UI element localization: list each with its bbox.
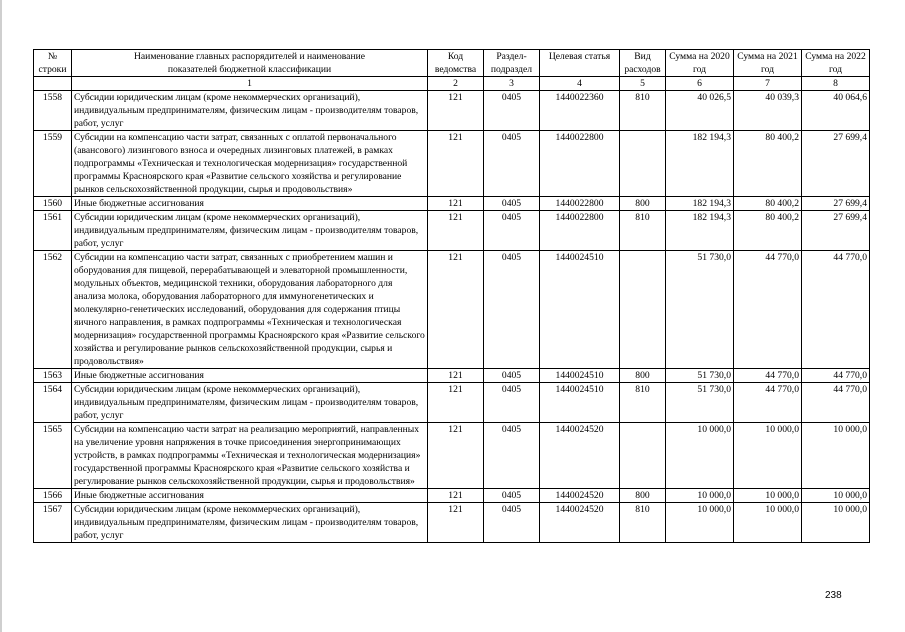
row-name: Субсидии на компенсацию части затрат, связанных с приобретением машин и оборудования для пищевой, перерабатывающей и элеваторной промышленности, модульных объектов, медицинской техники, оборудования лабораторного для анализа молока, оборудования лабораторного для иммуногенетических и молекулярно-генетических исследований, оборудования для содержания птицы яичного направления, в рамках подпрограммы «Техническая и технологическая модернизация» государственной программы Красноярского края «Развитие сельского хозяйства и регулирование рынков сельскохозяйственной продукции, сырья и продовольствия» bbox=[72, 251, 428, 369]
table-row bbox=[34, 423, 870, 489]
row-name: Субсидии юридическим лицам (кроме некоммерческих организаций), индивидуальным предпринимателям, физическим лицам - производителям товаров, работ, услуг bbox=[72, 91, 428, 131]
row-expense-kind bbox=[620, 423, 666, 489]
row-name: Субсидии на компенсацию части затрат на реализацию мероприятий, направленных на увеличение уровня напряжения в точке присоединения энергопринимающих устройств, в рамках подпрограммы «Техническая и технологическая модернизация» государственной программы Красноярского края «Развитие сельского хозяйства и регулирование рынков сельскохозяйственной продукции, сырья и продовольствия» bbox=[72, 423, 428, 489]
row-sum-2021: 80 400,2 bbox=[734, 131, 802, 197]
table-row bbox=[34, 91, 870, 131]
row-section: 0405 bbox=[484, 369, 540, 383]
column-index: 1 bbox=[72, 77, 428, 91]
row-sum-2022: 10 000,0 bbox=[802, 503, 870, 543]
row-sum-2022: 44 770,0 bbox=[802, 383, 870, 423]
row-expense-kind: 810 bbox=[620, 91, 666, 131]
row-section: 0405 bbox=[484, 91, 540, 131]
row-expense-kind bbox=[620, 131, 666, 197]
row-dept-code: 121 bbox=[428, 383, 484, 423]
row-dept-code: 121 bbox=[428, 211, 484, 251]
row-sum-2020: 10 000,0 bbox=[666, 489, 734, 503]
column-index: 3 bbox=[484, 77, 540, 91]
column-index: 7 bbox=[734, 77, 802, 91]
row-dept-code: 121 bbox=[428, 423, 484, 489]
header-sum-2020: Сумма на 2020 год bbox=[666, 50, 734, 77]
row-number: 1564 bbox=[34, 383, 72, 423]
row-target: 1440024510 bbox=[540, 251, 620, 369]
budget-table bbox=[33, 49, 870, 543]
row-name: Субсидии юридическим лицам (кроме некоммерческих организаций), индивидуальным предпринимателям, физическим лицам - производителям товаров, работ, услуг bbox=[72, 503, 428, 543]
row-section: 0405 bbox=[484, 383, 540, 423]
row-sum-2021: 80 400,2 bbox=[734, 211, 802, 251]
row-sum-2021: 10 000,0 bbox=[734, 423, 802, 489]
row-sum-2020: 182 194,3 bbox=[666, 211, 734, 251]
row-sum-2020: 182 194,3 bbox=[666, 197, 734, 211]
row-section: 0405 bbox=[484, 489, 540, 503]
header-section: Раздел-подраздел bbox=[484, 50, 540, 77]
row-target: 1440022800 bbox=[540, 131, 620, 197]
row-expense-kind: 800 bbox=[620, 489, 666, 503]
row-sum-2020: 10 000,0 bbox=[666, 503, 734, 543]
row-target: 1440024520 bbox=[540, 503, 620, 543]
column-index: 4 bbox=[540, 77, 620, 91]
row-sum-2020: 51 730,0 bbox=[666, 251, 734, 369]
row-number: 1565 bbox=[34, 423, 72, 489]
row-sum-2021: 44 770,0 bbox=[734, 251, 802, 369]
column-index bbox=[34, 77, 72, 91]
row-name: Субсидии на компенсацию части затрат, связанных с оплатой первоначального (авансового) лизингового взноса и очередных лизинговых платежей, в рамках подпрограммы «Техническая и технологическая модернизация» государственной программы Красноярского края «Развитие сельского хозяйства и регулирование рынков сельскохозяйственной продукции, сырья и продовольствия» bbox=[72, 131, 428, 197]
header-row-number: № строки bbox=[34, 50, 72, 77]
header-sum-2021: Сумма на 2021 год bbox=[734, 50, 802, 77]
row-target: 1440024510 bbox=[540, 383, 620, 423]
row-sum-2020: 40 026,5 bbox=[666, 91, 734, 131]
row-number: 1563 bbox=[34, 369, 72, 383]
row-target: 1440022800 bbox=[540, 197, 620, 211]
table-row bbox=[34, 369, 870, 383]
row-dept-code: 121 bbox=[428, 251, 484, 369]
page-number: 238 bbox=[825, 590, 842, 601]
row-number: 1560 bbox=[34, 197, 72, 211]
row-sum-2020: 182 194,3 bbox=[666, 131, 734, 197]
row-sum-2020: 10 000,0 bbox=[666, 423, 734, 489]
row-dept-code: 121 bbox=[428, 197, 484, 211]
row-target: 1440022800 bbox=[540, 211, 620, 251]
row-sum-2022: 10 000,0 bbox=[802, 423, 870, 489]
table-row bbox=[34, 489, 870, 503]
row-name: Иные бюджетные ассигнования bbox=[72, 369, 428, 383]
row-sum-2021: 80 400,2 bbox=[734, 197, 802, 211]
row-section: 0405 bbox=[484, 131, 540, 197]
row-sum-2022: 40 064,6 bbox=[802, 91, 870, 131]
row-number: 1559 bbox=[34, 131, 72, 197]
table-row bbox=[34, 251, 870, 369]
row-expense-kind: 800 bbox=[620, 197, 666, 211]
column-index: 2 bbox=[428, 77, 484, 91]
table-body bbox=[34, 91, 870, 543]
table-row bbox=[34, 383, 870, 423]
row-dept-code: 121 bbox=[428, 503, 484, 543]
row-target: 1440022360 bbox=[540, 91, 620, 131]
row-section: 0405 bbox=[484, 503, 540, 543]
row-name: Иные бюджетные ассигнования bbox=[72, 197, 428, 211]
row-target: 1440024510 bbox=[540, 369, 620, 383]
row-sum-2022: 27 699,4 bbox=[802, 211, 870, 251]
row-dept-code: 121 bbox=[428, 369, 484, 383]
row-sum-2021: 44 770,0 bbox=[734, 383, 802, 423]
row-sum-2021: 10 000,0 bbox=[734, 503, 802, 543]
row-sum-2022: 27 699,4 bbox=[802, 197, 870, 211]
row-section: 0405 bbox=[484, 197, 540, 211]
row-expense-kind: 800 bbox=[620, 369, 666, 383]
table-row bbox=[34, 131, 870, 197]
table-row bbox=[34, 211, 870, 251]
column-index: 8 bbox=[802, 77, 870, 91]
row-dept-code: 121 bbox=[428, 489, 484, 503]
column-index: 5 bbox=[620, 77, 666, 91]
row-target: 1440024520 bbox=[540, 489, 620, 503]
table-row bbox=[34, 197, 870, 211]
row-sum-2022: 44 770,0 bbox=[802, 369, 870, 383]
row-expense-kind: 810 bbox=[620, 383, 666, 423]
header-row bbox=[34, 50, 870, 77]
row-name: Субсидии юридическим лицам (кроме некоммерческих организаций), индивидуальным предпринимателям, физическим лицам - производителям товаров, работ, услуг bbox=[72, 211, 428, 251]
row-section: 0405 bbox=[484, 251, 540, 369]
scan-edge bbox=[0, 0, 2, 632]
row-sum-2022: 44 770,0 bbox=[802, 251, 870, 369]
header-target: Целевая статья bbox=[540, 50, 620, 77]
row-expense-kind: 810 bbox=[620, 503, 666, 543]
row-sum-2021: 40 039,3 bbox=[734, 91, 802, 131]
column-index: 6 bbox=[666, 77, 734, 91]
header-sum-2022: Сумма на 2022 год bbox=[802, 50, 870, 77]
table-row bbox=[34, 503, 870, 543]
budget-page bbox=[33, 49, 870, 543]
row-section: 0405 bbox=[484, 211, 540, 251]
row-sum-2022: 10 000,0 bbox=[802, 489, 870, 503]
row-sum-2021: 10 000,0 bbox=[734, 489, 802, 503]
header-name: Наименование главных распорядителей и наименование показателей бюджетной классификации bbox=[72, 50, 428, 77]
header-dept-code: Код ведомства bbox=[428, 50, 484, 77]
row-expense-kind bbox=[620, 251, 666, 369]
row-sum-2020: 51 730,0 bbox=[666, 383, 734, 423]
row-name: Субсидии юридическим лицам (кроме некоммерческих организаций), индивидуальным предпринимателям, физическим лицам - производителям товаров, работ, услуг bbox=[72, 383, 428, 423]
row-section: 0405 bbox=[484, 423, 540, 489]
row-target: 1440024520 bbox=[540, 423, 620, 489]
column-index-row bbox=[34, 77, 870, 91]
row-sum-2020: 51 730,0 bbox=[666, 369, 734, 383]
row-expense-kind: 810 bbox=[620, 211, 666, 251]
row-number: 1561 bbox=[34, 211, 72, 251]
row-dept-code: 121 bbox=[428, 91, 484, 131]
row-sum-2021: 44 770,0 bbox=[734, 369, 802, 383]
row-number: 1566 bbox=[34, 489, 72, 503]
row-number: 1562 bbox=[34, 251, 72, 369]
header-expense-kind: Вид расходов bbox=[620, 50, 666, 77]
row-number: 1558 bbox=[34, 91, 72, 131]
row-number: 1567 bbox=[34, 503, 72, 543]
row-dept-code: 121 bbox=[428, 131, 484, 197]
row-name: Иные бюджетные ассигнования bbox=[72, 489, 428, 503]
row-sum-2022: 27 699,4 bbox=[802, 131, 870, 197]
